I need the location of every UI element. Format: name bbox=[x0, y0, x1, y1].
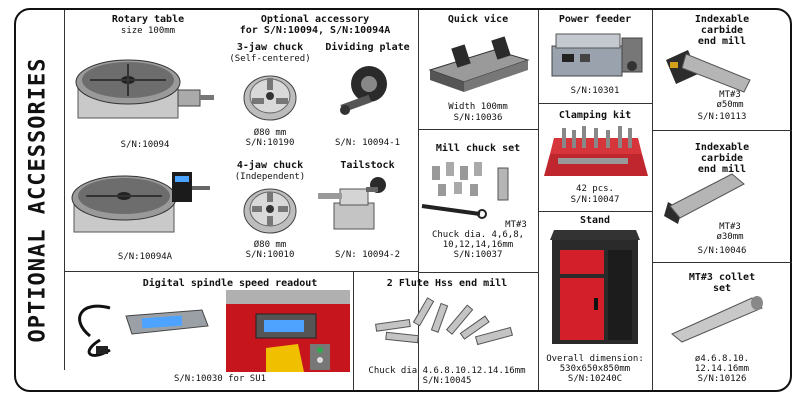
rotary-table-digital-image bbox=[64, 160, 214, 242]
vice-title: Quick vice bbox=[447, 14, 509, 25]
chuck4-spec: Ø80 mm bbox=[253, 240, 287, 250]
divider bbox=[538, 211, 652, 212]
divider bbox=[538, 103, 652, 104]
stand-spec1: Overall dimension: bbox=[546, 354, 644, 364]
optional-title: Optional accessory bbox=[260, 14, 370, 25]
four-jaw-chuck-image bbox=[240, 183, 300, 235]
millchuck-spec1: Chuck dia. 4,6,8, bbox=[431, 230, 525, 240]
side-label: OPTIONAL ACCESSORIES bbox=[25, 57, 51, 343]
chuck3-subtitle: (Self-centered) bbox=[229, 54, 311, 64]
ice1-title2: carbide bbox=[700, 25, 744, 36]
divider bbox=[418, 272, 538, 273]
rotary-table-image bbox=[70, 40, 218, 130]
feeder-title: Power feeder bbox=[558, 14, 632, 25]
collet-spec1: ø4.6.8.10. bbox=[694, 354, 750, 364]
collet-title1: MT#3 collet bbox=[688, 272, 756, 283]
plate-sn: S/N: 10094-1 bbox=[334, 138, 401, 148]
divider bbox=[652, 10, 653, 390]
optional-subtitle: for S/N:10094, S/N:10094A bbox=[239, 25, 391, 36]
collet-sn: S/N:10126 bbox=[697, 374, 747, 384]
stand-sn: S/N:10240C bbox=[567, 374, 623, 384]
divider bbox=[652, 262, 792, 263]
tailstock-title: Tailstock bbox=[340, 160, 395, 171]
dividing-plate-image bbox=[335, 62, 395, 122]
readout-title: Digital spindle speed readout bbox=[142, 278, 318, 289]
millchuck-mt: MT#3 bbox=[505, 220, 527, 230]
clamp-spec: 42 pcs. bbox=[576, 184, 614, 194]
clamping-kit-image bbox=[544, 124, 648, 182]
ice2-title2: carbide bbox=[700, 153, 744, 164]
ice2-title3: end mill bbox=[697, 164, 747, 175]
vice-spec: Width 100mm bbox=[448, 102, 508, 112]
ice2-title1: Indexable bbox=[694, 142, 750, 153]
rotary-digital-sn: S/N:10094A bbox=[117, 252, 173, 262]
indexable-end-mill-50-image bbox=[664, 46, 754, 96]
ice1-title1: Indexable bbox=[694, 14, 750, 25]
millchuck-title: Mill chuck set bbox=[435, 143, 521, 154]
divider bbox=[418, 129, 538, 130]
chuck3-spec: Ø80 mm bbox=[253, 128, 287, 138]
clamp-title: Clamping kit bbox=[558, 110, 632, 121]
stand-image bbox=[548, 228, 642, 348]
endmill-title: 2 Flute Hss end mill bbox=[386, 278, 508, 289]
ice2-mt: MT#3 bbox=[719, 222, 741, 232]
ice1-title3: end mill bbox=[697, 36, 747, 47]
millchuck-sn: S/N:10037 bbox=[453, 250, 503, 260]
vice-sn: S/N:10036 bbox=[453, 113, 503, 123]
millchuck-spec2: 10,12,14,16mm bbox=[442, 240, 514, 250]
chuck3-title: 3-jaw chuck bbox=[236, 42, 304, 53]
ice2-sn: S/N:10046 bbox=[697, 246, 747, 256]
side-label-box bbox=[20, 30, 56, 370]
feeder-sn: S/N:10301 bbox=[570, 86, 620, 96]
collet-set-image bbox=[668, 294, 768, 344]
plate-title: Dividing plate bbox=[325, 42, 410, 53]
tailstock-sn: S/N: 10094-2 bbox=[334, 250, 401, 260]
endmill-spec: Chuck dia 4.6.8.10.12.14.16mm bbox=[368, 366, 526, 376]
readout-installed-image bbox=[226, 290, 350, 372]
indexable-end-mill-30-image bbox=[662, 170, 752, 226]
clamp-sn: S/N:10047 bbox=[570, 195, 620, 205]
stand-title: Stand bbox=[579, 215, 611, 226]
chuck4-sn: S/N:10010 bbox=[245, 250, 295, 260]
divider bbox=[353, 272, 354, 390]
rotary-subtitle: size 100mm bbox=[120, 26, 176, 36]
three-jaw-chuck-image bbox=[240, 68, 300, 122]
chuck4-title: 4-jaw chuck bbox=[236, 160, 304, 171]
speed-readout-image bbox=[70, 290, 220, 370]
mill-chuck-set-image bbox=[420, 158, 536, 220]
endmill-sn: S/N:10045 bbox=[422, 376, 472, 386]
stand-spec2: 530x650x850mm bbox=[559, 364, 631, 374]
power-feeder-image bbox=[544, 28, 648, 82]
tailstock-image bbox=[318, 175, 398, 235]
rotary-title: Rotary table bbox=[111, 14, 185, 25]
divider bbox=[652, 130, 792, 131]
hss-end-mill-image bbox=[372, 294, 522, 358]
chuck3-sn: S/N:10190 bbox=[245, 138, 295, 148]
quick-vice-image bbox=[424, 30, 532, 95]
collet-spec2: 12.14.16mm bbox=[694, 364, 750, 374]
ice2-spec: ø30mm bbox=[716, 232, 744, 242]
readout-sn: S/N:10030 for SU1 bbox=[173, 374, 267, 384]
ice1-spec: ø50mm bbox=[716, 100, 744, 110]
ice1-mt: MT#3 bbox=[719, 90, 741, 100]
collet-title2: set bbox=[712, 283, 732, 294]
rotary-sn: S/N:10094 bbox=[120, 140, 170, 150]
divider bbox=[64, 271, 418, 272]
ice1-sn: S/N:10113 bbox=[697, 112, 747, 122]
chuck4-subtitle: (Independent) bbox=[234, 172, 306, 182]
